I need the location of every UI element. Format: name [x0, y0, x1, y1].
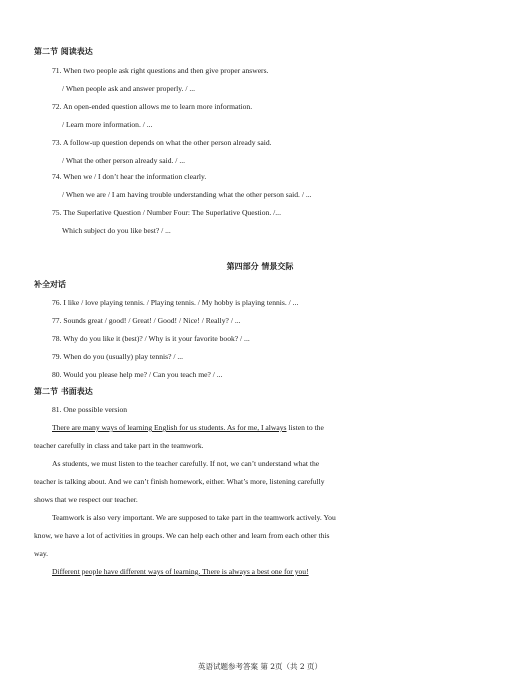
- answer-73-alt: / What the other person already said. / ...: [62, 156, 186, 165]
- answer-73: 73. A follow-up question depends on what the other person already said.: [52, 138, 272, 147]
- essay-p2-line3: shows that we respect our teacher.: [34, 495, 138, 504]
- answer-71-alt: / When people ask and answer properly. / ...: [62, 84, 196, 93]
- answer-79: 79. When do you (usually) play tennis? / ...: [52, 352, 184, 361]
- answer-75: 75. The Superlative Question / Number Four: The Superlative Question. /...: [52, 208, 281, 217]
- essay-p1-line1: [52, 423, 324, 433]
- essay-p3-line1: Teamwork is also very important. We are supposed to take part in the teamwork actively. You: [52, 513, 336, 522]
- writing-version-label: 81. One possible version: [52, 405, 128, 414]
- answer-75-alt: Which subject do you like best? / ...: [62, 226, 171, 235]
- essay-p3-line2: know, we have a lot of activities in groups. We can help each other and learn from each other this: [34, 531, 330, 540]
- writing-section-title: 第二节 书面表达: [34, 387, 93, 396]
- page-footer: 英语试题参考答案 第 2页（共 2 页）: [197, 662, 323, 671]
- answer-78: 78. Why do you like it (best)? / Why is it your favorite book? / ...: [52, 334, 250, 343]
- answer-74-alt: / When we are / I am having trouble understanding what the other person said. / ...: [62, 190, 312, 199]
- dialogue-section-title: 补全对话: [34, 280, 66, 289]
- answer-72: 72. An open-ended question allows me to learn more information.: [52, 102, 253, 111]
- answer-72-alt: / Learn more information. / ...: [62, 120, 153, 129]
- answer-77: 77. Sounds great / good! / Great! / Good! / Nice! / Really? / ...: [52, 316, 241, 325]
- essay-p1-line1-rest: listen to the: [286, 423, 324, 432]
- part4-title: 第四部分 情景交际: [226, 262, 294, 271]
- essay-concluding-sentence: Different people have different ways of learning. There is always a best one for you!: [52, 567, 309, 576]
- essay-p2-line2: teacher is talking about. And we can’t finish homework, either. What’s more, listening carefully: [34, 477, 325, 486]
- essay-p1-line2: teacher carefully in class and take part in the teamwork.: [34, 441, 204, 450]
- essay-p3-line3: way.: [34, 549, 49, 558]
- answer-74: 74. When we / I don’t hear the information clearly.: [52, 172, 207, 181]
- answer-80: 80. Would you please help me? / Can you teach me? / ...: [52, 370, 223, 379]
- essay-p2-line1: As students, we must listen to the teacher carefully. If not, we can’t understand what the: [52, 459, 320, 468]
- answer-71: 71. When two people ask right questions and then give proper answers.: [52, 66, 269, 75]
- reading-section-title: 第二节 阅读表达: [34, 47, 93, 56]
- essay-topic-sentence: There are many ways of learning English for us students. As for me, I always: [52, 423, 287, 432]
- answer-76: 76. I like / love playing tennis. / Playing tennis. / My hobby is playing tennis. / ...: [52, 298, 299, 307]
